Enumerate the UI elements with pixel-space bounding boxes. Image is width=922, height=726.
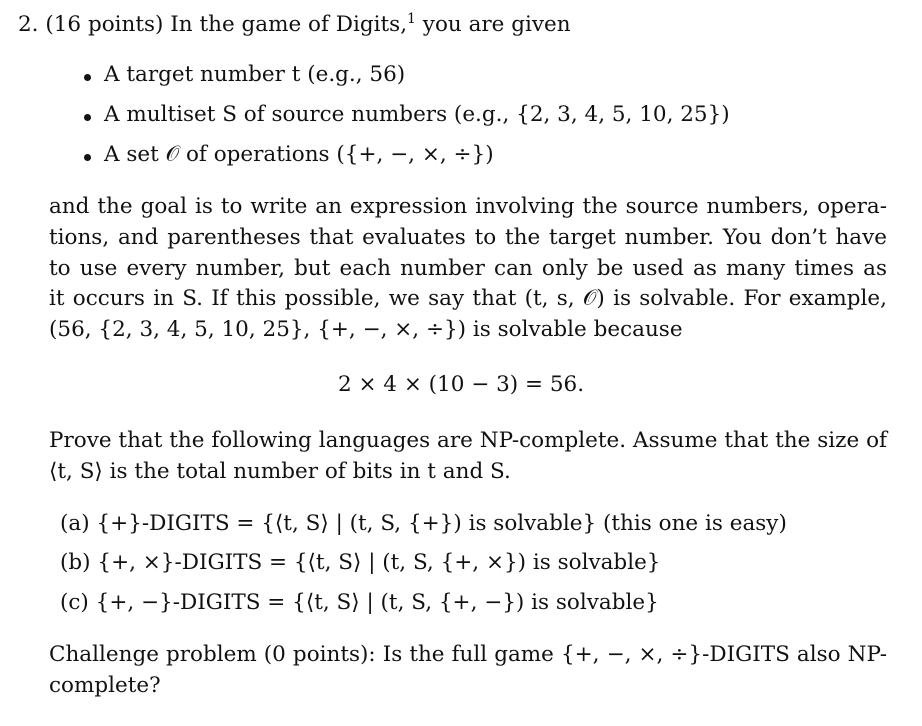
bullet-item-operations: A set 𝒪 of operations ({+, −, ×, ÷})	[104, 142, 494, 167]
problem-intro: In the game of Digits,	[170, 12, 408, 37]
bullet-dot	[84, 154, 91, 161]
part-a	[60, 511, 787, 536]
paragraph-line: to use every number, but each number can only be used as many times as	[49, 256, 887, 281]
challenge-line: Challenge problem (0 points): Is the full game {+, −, ×, ÷}-DIGITS also NP-	[49, 642, 887, 667]
part-label: (a)	[60, 511, 90, 536]
problem-heading	[18, 12, 571, 37]
bullet-item-target: A target number t (e.g., 56)	[104, 62, 406, 87]
bullet-item-multiset: A multiset S of source numbers (e.g., {2, 3, 4, 5, 10, 25})	[104, 102, 730, 127]
footnote-mark: 1	[407, 10, 416, 27]
part-text: {+, −}-DIGITS = {⟨t, S⟩ | (t, S, {+, −}) is solvable}	[95, 590, 659, 615]
example-equation: 2 × 4 × (10 − 3) = 56.	[337, 372, 585, 397]
prove-line: ⟨t, S⟩ is the total number of bits in t and S.	[49, 459, 511, 484]
part-text: {+}-DIGITS = {⟨t, S⟩ | (t, S, {+}) is solvable} (this one is easy)	[96, 511, 787, 536]
part-text: {+, ×}-DIGITS = {⟨t, S⟩ | (t, S, {+, ×}) is solvable}	[97, 550, 661, 575]
bullet-dot	[84, 114, 91, 121]
paragraph-line: tions, and parentheses that evaluates to the target number. You don’t have	[49, 225, 887, 250]
problem-number: 2.	[18, 12, 39, 37]
part-label: (c)	[60, 590, 89, 615]
part-label: (b)	[60, 550, 91, 575]
paragraph-line: it occurs in S. If this possible, we say that (t, s, 𝒪) is solvable. For example,	[49, 286, 887, 311]
paragraph-line: and the goal is to write an expression involving the source numbers, opera-	[49, 194, 887, 219]
problem-intro-end: you are given	[422, 12, 571, 37]
prove-line: Prove that the following languages are NP-complete. Assume that the size of	[49, 428, 887, 453]
paragraph-line: (56, {2, 3, 4, 5, 10, 25}, {+, −, ×, ÷}) is solvable because	[49, 317, 683, 342]
part-c	[60, 590, 659, 615]
part-b	[60, 550, 660, 575]
problem-points: (16 points)	[45, 12, 164, 37]
bullet-dot	[84, 74, 91, 81]
challenge-line: complete?	[49, 673, 161, 698]
